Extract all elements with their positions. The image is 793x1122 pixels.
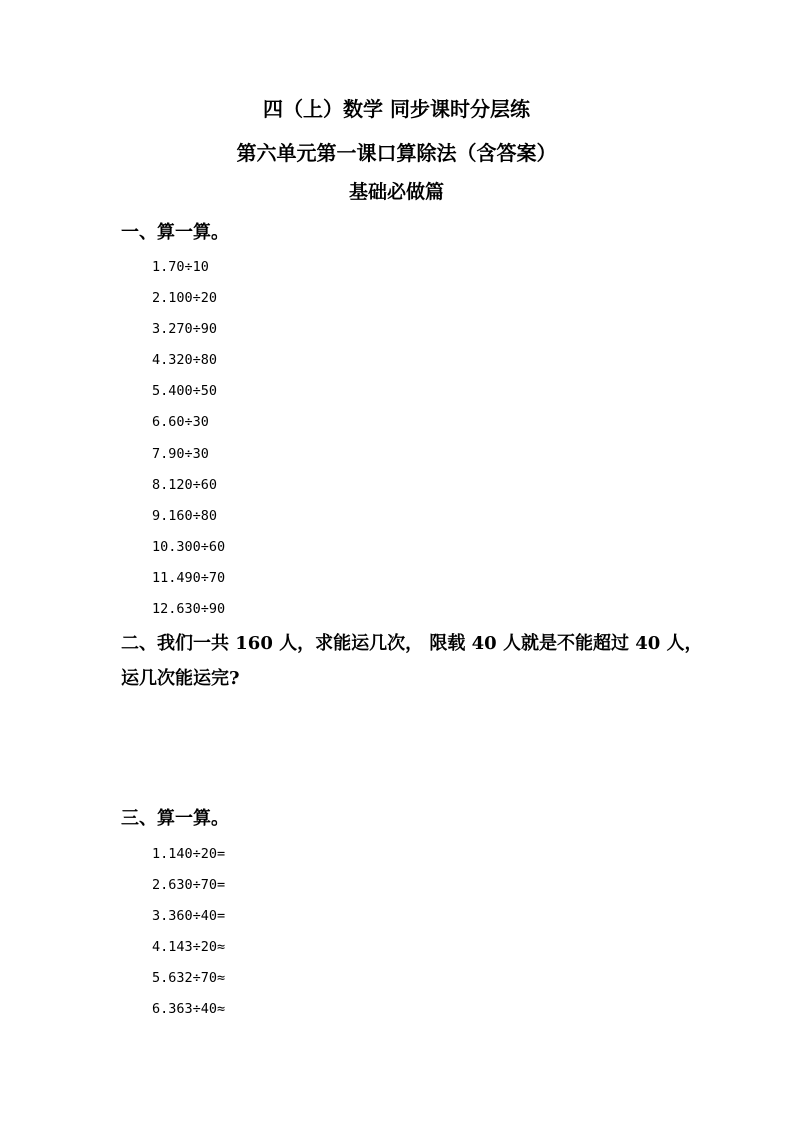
part-1-item: 3.270÷90 <box>152 321 218 337</box>
part-2-question <box>121 626 703 696</box>
part-1-item: 7.90÷30 <box>152 446 209 462</box>
part-3-item: 3.360÷40= <box>152 908 226 924</box>
part-3-item: 5.632÷70≈ <box>152 970 226 986</box>
part-1-item: 11.490÷70 <box>152 570 226 586</box>
part-1-item: 2.100÷20 <box>152 290 218 306</box>
part-1-item: 4.320÷80 <box>152 352 218 368</box>
part-1-heading: 一、算一算。 <box>121 222 229 243</box>
part-1-item: 5.400÷50 <box>152 383 218 399</box>
part-1-item: 10.300÷60 <box>152 539 226 555</box>
part-1-item: 1.70÷10 <box>152 259 209 275</box>
part-1-item: 9.160÷80 <box>152 508 218 524</box>
part-3-item: 2.630÷70= <box>152 877 226 893</box>
document-title: 四（上）数学 同步课时分层练 <box>263 97 530 121</box>
part-3-item: 6.363÷40≈ <box>152 1001 226 1017</box>
document-subtitle: 第六单元第一课口算除法（含答案） <box>236 141 557 165</box>
part-3-item: 4.143÷20≈ <box>152 939 226 955</box>
part-2-question-line-2: 运几次能运完? <box>121 668 240 689</box>
part-1-item: 6.60÷30 <box>152 414 209 430</box>
part-3-heading: 三、算一算。 <box>121 808 229 829</box>
part-1-item: 12.630÷90 <box>152 601 226 617</box>
part-3-item: 1.140÷20= <box>152 846 226 862</box>
part-1-item: 8.120÷60 <box>152 477 218 493</box>
section-title: 基础必做篇 <box>348 181 444 203</box>
part-2-question-line-1: 二、我们一共 160 人，求能运几次， 限载 40 人就是不能超过 40 人， <box>121 633 703 654</box>
